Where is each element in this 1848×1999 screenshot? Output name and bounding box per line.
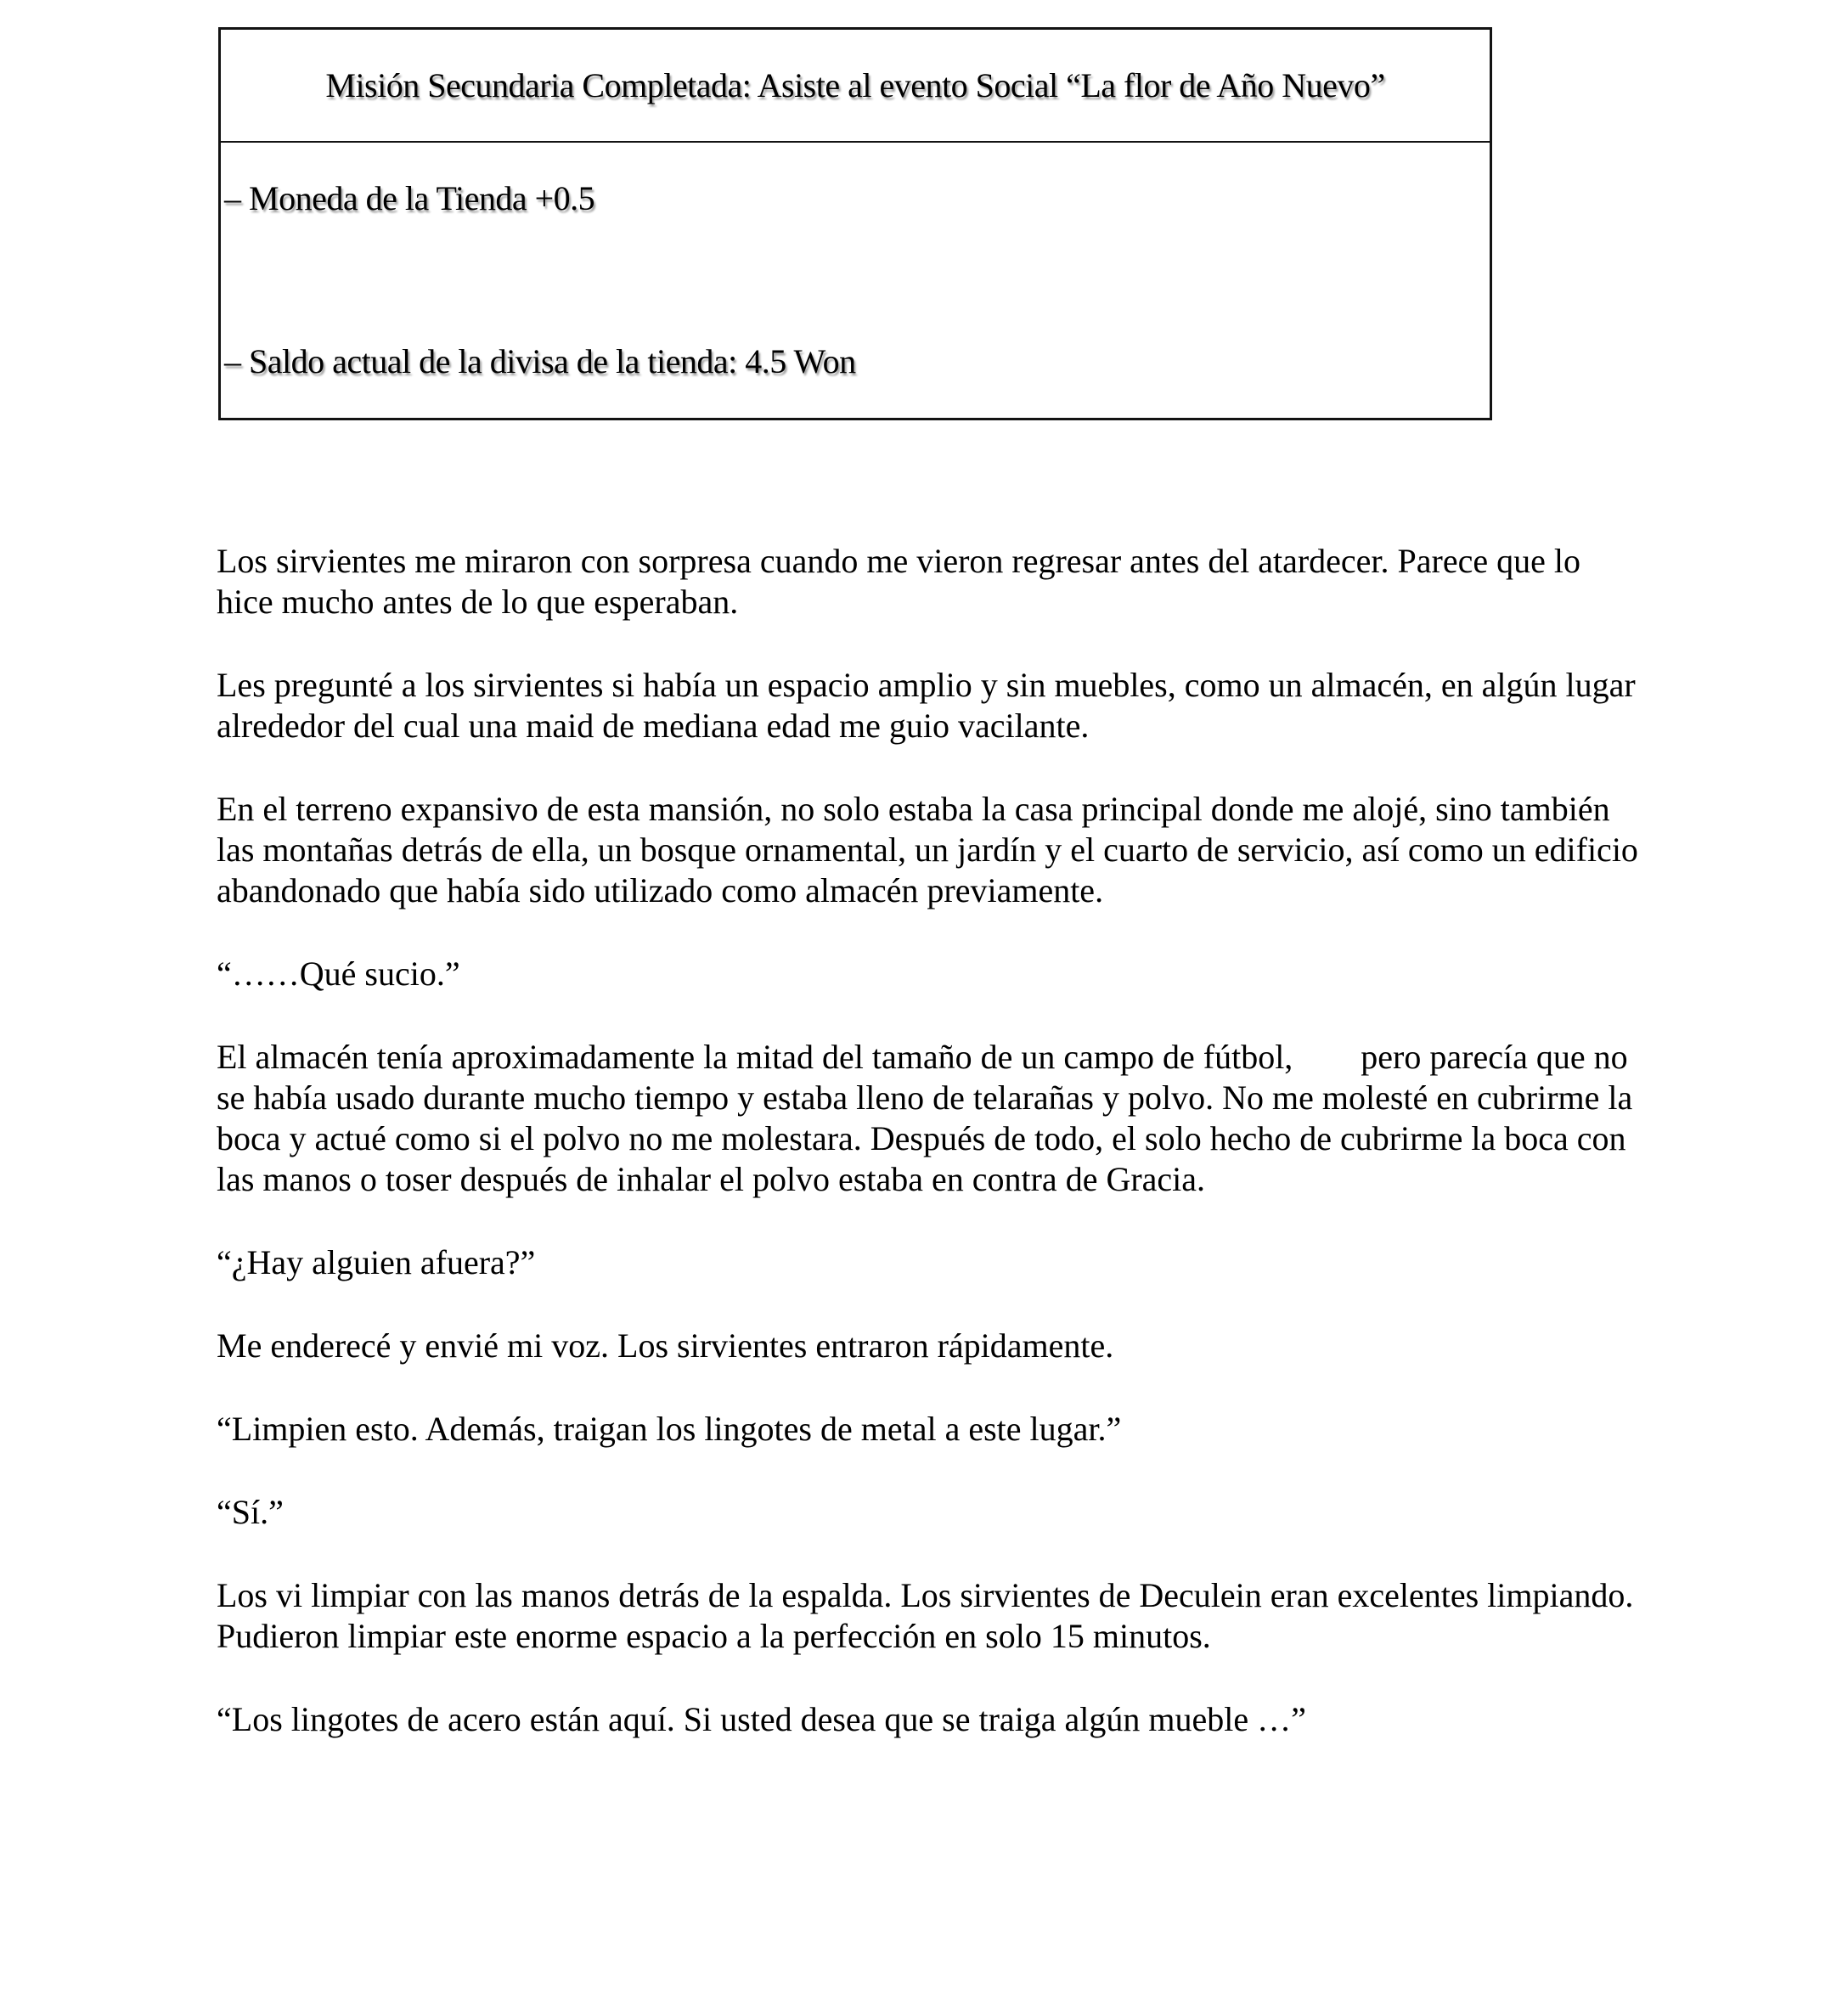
reward-currency-balance: – Saldo actual de la divisa de la tienda: 4.5 Won [224,342,856,380]
quest-notification-box [218,27,1492,420]
body-paragraph: Los sirvientes me miraron con sorpresa cuando me vieron regresar antes del atardecer. Parece que lo hice mucho antes de lo que esperaban. [217,542,1580,621]
quest-title-row [221,30,1490,143]
body-paragraph: Los vi limpiar con las manos detrás de la espalda. Los sirvientes de Deculein eran excelentes limpiando. Pudieron limpiar este enorme espacio a la perfección en solo 15 minutos. [217,1576,1634,1655]
body-paragraph: Me enderecé y envié mi voz. Los sirvientes entraron rápidamente. [217,1326,1114,1365]
body-paragraph-dialogue: “Limpien esto. Además, traigan los lingotes de metal a este lugar.” [217,1410,1122,1448]
quest-rewards-row [221,143,1490,418]
body-paragraph-dialogue: “Sí.” [217,1493,284,1531]
body-paragraph-dialogue: “……Qué sucio.” [217,954,460,993]
story-content [217,541,1642,1782]
quest-title: Misión Secundaria Completada: Asiste al evento Social “La flor de Año Nuevo” [325,65,1385,104]
body-paragraph: Les pregunté a los sirvientes si había un espacio amplio y sin muebles, como un almacén, en algún lugar alrededor del cual una maid de mediana edad me guio vacilante. [217,666,1636,745]
body-paragraph-dialogue: “Los lingotes de acero están aquí. Si usted desea que se traiga algún mueble …” [217,1700,1306,1738]
body-paragraph-dialogue: “¿Hay alguien afuera?” [217,1243,536,1281]
body-paragraph: En el terreno expansivo de esta mansión, no solo estaba la casa principal donde me alojé, sino también las montañas detrás de ella, un bosque ornamental, un jardín y el cuarto de servicio, así como un edificio abandonado que había sido utilizado como almacén previamente. [217,790,1638,909]
body-paragraph: El almacén tenía aproximadamente la mitad del tamaño de un campo de fútbol, pero parecía que no se había usado durante mucho tiempo y estaba lleno de telarañas y polvo. No me molesté en cubrirme la boca y actué como si el polvo no me molestara. Después de todo, el solo hecho de cubrirme la boca con las manos o toser después de inhalar el polvo estaba en contra de Gracia. [217,1038,1633,1198]
reward-shop-currency: – Moneda de la Tienda +0.5 [224,179,595,217]
